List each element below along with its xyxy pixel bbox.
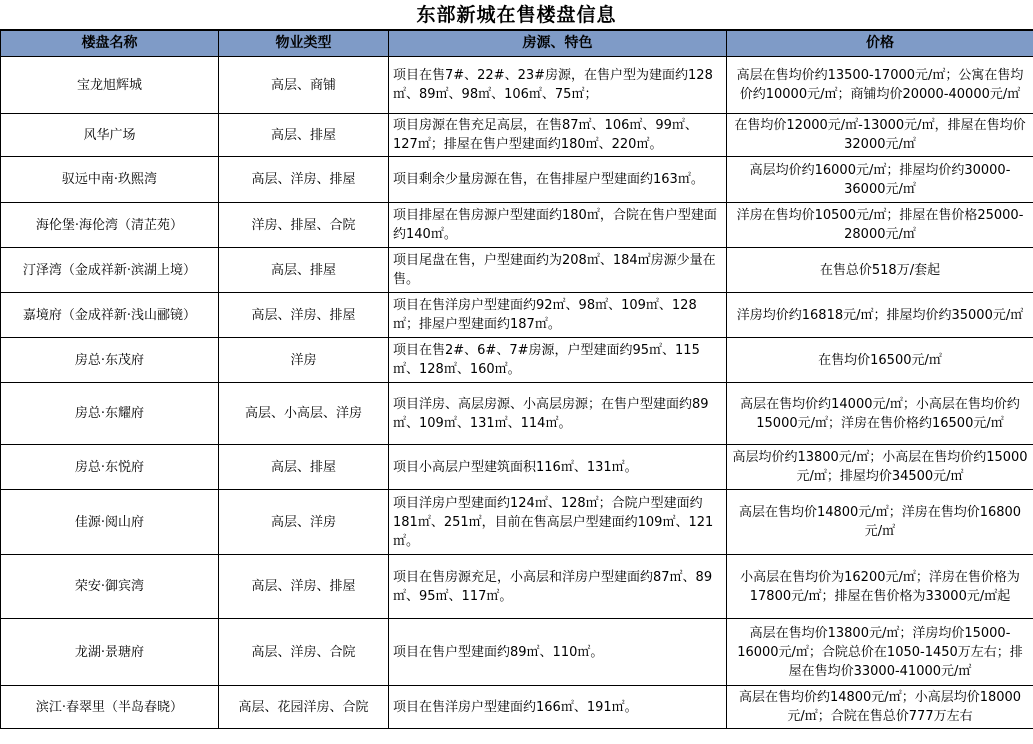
cell-source: 项目在售2#、6#、7#房源，户型建面约95㎡、115㎡、128㎡、160㎡。	[389, 338, 727, 383]
cell-name: 汀泽湾（金成祥新·滨湖上境）	[1, 248, 219, 293]
cell-price: 在售均价16500元/㎡	[727, 338, 1033, 383]
cell-type: 高层、排屋	[219, 445, 389, 490]
cell-price: 小高层在售均价为16200元/㎡；洋房在售价格为17800元/㎡；排屋在售价格为33000元/㎡起	[727, 555, 1033, 619]
cell-type: 高层、小高层、洋房	[219, 383, 389, 445]
listing-table	[0, 30, 1033, 729]
cell-type: 洋房、排屋、合院	[219, 203, 389, 248]
cell-source: 项目洋房户型建面约124㎡、128㎡；合院户型建面约181㎡、251㎡，目前在售高层户型建面约109㎡、121㎡。	[389, 490, 727, 555]
cell-price: 高层在售均价约14800元/㎡；小高层均价18000元/㎡；合院在售总价777万左右	[727, 686, 1033, 729]
table-row	[1, 338, 1033, 383]
cell-source: 项目洋房、高层房源、小高层房源；在售户型建面约89㎡、109㎡、131㎡、114㎡。	[389, 383, 727, 445]
cell-source: 项目在售洋房户型建面约92㎡、98㎡、109㎡、128㎡；排屋户型建面约187㎡。	[389, 293, 727, 338]
cell-source: 项目剩余少量房源在售，在售排屋户型建面约163㎡。	[389, 157, 727, 203]
cell-price: 高层在售均价14800元/㎡；洋房在售均价16800元/㎡	[727, 490, 1033, 555]
cell-source: 项目在售户型建面约89㎡、110㎡。	[389, 619, 727, 686]
cell-name: 海伦堡·海伦湾（清芷苑）	[1, 203, 219, 248]
table-row	[1, 619, 1033, 686]
cell-source: 项目房源在售充足高层，在售87㎡、106㎡、99㎡、127㎡；排屋在售户型建面约180㎡、220㎡。	[389, 114, 727, 157]
cell-name: 荣安·御宾湾	[1, 555, 219, 619]
cell-type: 高层、排屋	[219, 114, 389, 157]
header-name: 楼盘名称	[1, 31, 219, 57]
cell-type: 高层、排屋	[219, 248, 389, 293]
sheet-title: 东部新城在售楼盘信息	[0, 0, 1033, 30]
cell-source: 项目小高层户型建筑面积116㎡、131㎡。	[389, 445, 727, 490]
cell-price: 高层在售均价约14000元/㎡；小高层在售均价约15000元/㎡；洋房在售价格约16500元/㎡	[727, 383, 1033, 445]
cell-source: 项目排屋在售房源户型建面约180㎡，合院在售户型建面约140㎡。	[389, 203, 727, 248]
cell-type: 高层、花园洋房、合院	[219, 686, 389, 729]
cell-price: 高层在售均价13800元/㎡；洋房均价15000-16000元/㎡；合院总价在1050-1450万左右；排屋在售均价33000-41000元/㎡	[727, 619, 1033, 686]
cell-price: 洋房在售均价10500元/㎡；排屋在售价格25000-28000元/㎡	[727, 203, 1033, 248]
cell-name: 滨江·春翠里（半岛春晓）	[1, 686, 219, 729]
cell-source: 项目在售洋房户型建面约166㎡、191㎡。	[389, 686, 727, 729]
table-row	[1, 686, 1033, 729]
cell-price: 高层均价约13800元/㎡；小高层在售均价约15000元/㎡；排屋均价34500元/㎡	[727, 445, 1033, 490]
cell-type: 高层、洋房、合院	[219, 619, 389, 686]
cell-name: 佳源·阅山府	[1, 490, 219, 555]
cell-name: 房总·东耀府	[1, 383, 219, 445]
cell-price: 高层在售均价约13500-17000元/㎡；公寓在售均价约10000元/㎡；商铺均价20000-40000元/㎡	[727, 57, 1033, 114]
cell-type: 高层、商铺	[219, 57, 389, 114]
cell-price: 在售均价12000元/㎡-13000元/㎡，排屋在售均价32000元/㎡	[727, 114, 1033, 157]
table-row	[1, 293, 1033, 338]
cell-name: 风华广场	[1, 114, 219, 157]
table-row	[1, 555, 1033, 619]
cell-type: 高层、洋房	[219, 490, 389, 555]
table-row	[1, 203, 1033, 248]
cell-type: 高层、洋房、排屋	[219, 293, 389, 338]
cell-type: 高层、洋房、排屋	[219, 555, 389, 619]
table-row	[1, 490, 1033, 555]
cell-type: 高层、洋房、排屋	[219, 157, 389, 203]
header-price: 价格	[727, 31, 1033, 57]
cell-price: 在售总价518万/套起	[727, 248, 1033, 293]
table-row	[1, 445, 1033, 490]
cell-type: 洋房	[219, 338, 389, 383]
cell-name: 龙湖·景瑭府	[1, 619, 219, 686]
table-row	[1, 114, 1033, 157]
cell-name: 宝龙旭辉城	[1, 57, 219, 114]
header-type: 物业类型	[219, 31, 389, 57]
cell-price: 洋房均价约16818元/㎡；排屋均价约35000元/㎡	[727, 293, 1033, 338]
table-row	[1, 383, 1033, 445]
cell-name: 驭远中南·玖熙湾	[1, 157, 219, 203]
cell-name: 嘉境府（金成祥新·浅山郦镜）	[1, 293, 219, 338]
cell-source: 项目在售7#、22#、23#房源，在售户型为建面约128㎡、89㎡、98㎡、106㎡、75㎡；	[389, 57, 727, 114]
cell-source: 项目在售房源充足，小高层和洋房户型建面约87㎡、89㎡、95㎡、117㎡。	[389, 555, 727, 619]
table-row	[1, 248, 1033, 293]
table-row	[1, 57, 1033, 114]
cell-name: 房总·东茂府	[1, 338, 219, 383]
cell-source: 项目尾盘在售，户型建面约为208㎡、184㎡房源少量在售。	[389, 248, 727, 293]
table-row	[1, 157, 1033, 203]
header-source: 房源、特色	[389, 31, 727, 57]
cell-name: 房总·东悦府	[1, 445, 219, 490]
cell-price: 高层均价约16000元/㎡；排屋均价约30000-36000元/㎡	[727, 157, 1033, 203]
header-row	[1, 31, 1033, 57]
